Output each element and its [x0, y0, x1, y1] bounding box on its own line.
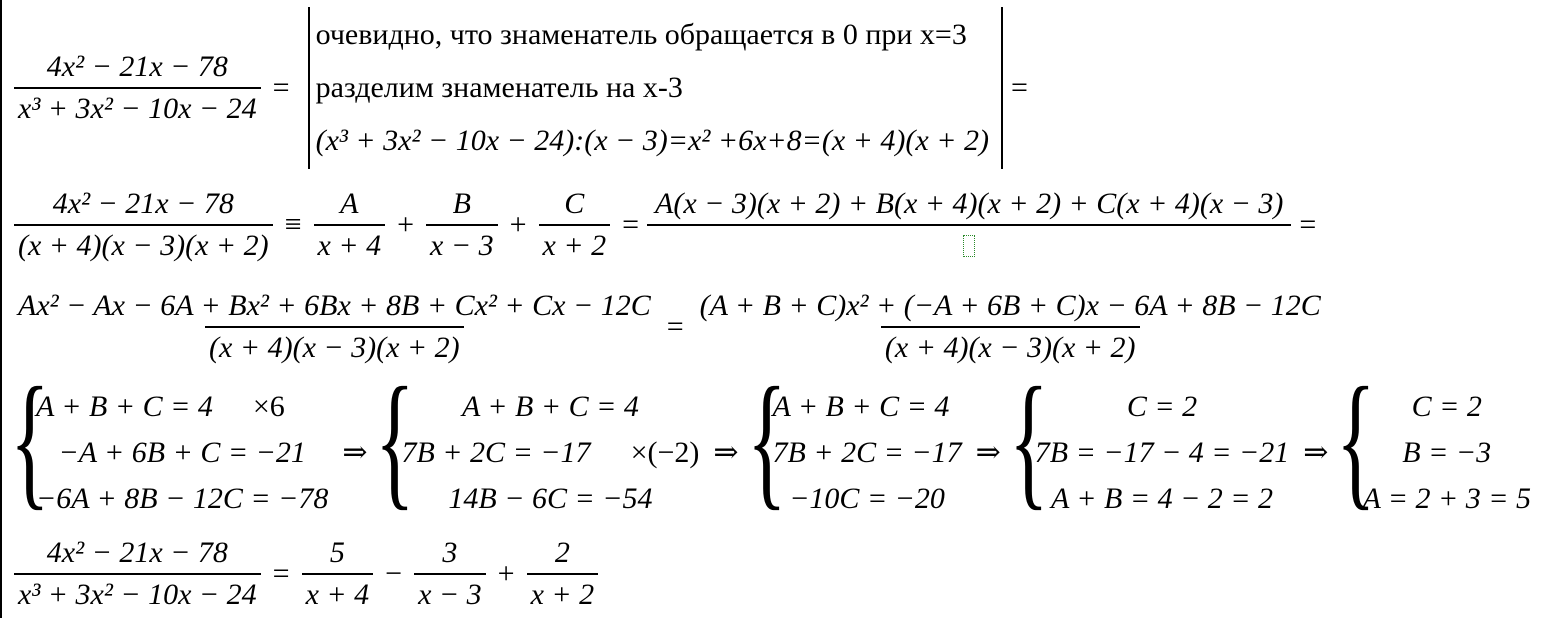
note-line-2: разделим знаменатель на x-3	[315, 71, 683, 104]
fraction-factored	[14, 187, 273, 263]
note-box	[308, 7, 1003, 169]
fraction-original	[14, 50, 261, 126]
fraction-c	[539, 187, 611, 263]
denominator: x + 2	[539, 224, 611, 263]
denominator: x + 4	[314, 224, 386, 263]
system-1-line-3: −6A + 8B − 12C = −78	[36, 481, 329, 515]
numerator: 4x² − 21x − 78	[46, 50, 228, 83]
row-3: $\frac{\text{Ax² − Ax − 6A + Bx² + 6Bx + 8B + Cx² + Cx − 12C}}{(x + 4)(x - 3)(x + 2)}$ = $\frac{\text{(A + B + C)x² + (−A + 6B + C)x − 6A + 8B − 12C}}{(x + 4)(x - 3)(x + 2)}$	[10, 282, 1329, 372]
note-line-3: (x³ + 3x² − 10x − 24):(x − 3)=x² +6x+8=(x + 4)(x + 2)	[315, 124, 989, 157]
system-4	[1008, 356, 1290, 523]
numerator: Ax² − Ax − 6A + Bx² + 6Bx + 8B + Cx² + Cx − 12C	[18, 289, 651, 322]
numerator: A(x − 3)(x + 2) + B(x + 4)(x + 2) + C(x + 4)(x − 3)	[655, 187, 1284, 220]
system-1	[10, 356, 329, 523]
system-5	[1336, 356, 1531, 523]
numerator: C	[564, 187, 585, 220]
system-2	[375, 356, 700, 523]
denominator: (x + 4)(x − 3)(x + 2)	[881, 326, 1140, 365]
brace-icon: {	[375, 356, 416, 523]
brace-icon: {	[10, 356, 50, 523]
system-4-line-2: 7B = −17 − 4 = −21	[1034, 435, 1290, 469]
note-line-1: очевидно, что знаменатель обращается в 0 при x=3	[315, 18, 967, 51]
fraction-expanded	[14, 289, 655, 365]
numerator: 5	[329, 536, 345, 569]
numerator: 3	[442, 536, 458, 569]
denominator: x − 3	[414, 573, 486, 612]
system-4-line-3: A + B = 4 − 2 = 2	[1050, 481, 1274, 515]
brace-icon: {	[1008, 356, 1049, 523]
numerator: 4x² − 21x − 78	[52, 187, 234, 220]
brace-icon: {	[1336, 356, 1377, 523]
system-3-line-3: −10C = −20	[789, 481, 945, 515]
implies-arrow: ⇒	[342, 436, 368, 469]
denominator: x + 4	[302, 573, 374, 612]
denominator: x³ + 3x² − 10x − 24	[14, 87, 261, 126]
numerator: A	[340, 187, 359, 220]
system-3-line-1: A + B + C = 4	[772, 389, 950, 423]
implies-arrow: ⇒	[1303, 436, 1329, 469]
fraction-result-b	[414, 536, 486, 612]
numerator: 4x² − 21x − 78	[46, 536, 228, 569]
row-5-result: $\frac{\text{4x² − 21x − 78}}{\text{x³ + 3x² − 10x − 24}}$ = $\frac{5}{x + 4}$ − $\frac{3}{x - 3}$ + $\frac{2}{x + 2}$	[10, 530, 602, 618]
numerator: (A + B + C)x² + (−A + 6B + C)x − 6A + 8B − 12C	[699, 289, 1321, 322]
system-5-line-2: B = −3	[1402, 435, 1492, 469]
fraction-b	[426, 187, 498, 263]
fraction-result-c	[527, 536, 599, 612]
system-4-line-1: C = 2	[1126, 389, 1198, 423]
denominator: x + 2	[527, 573, 599, 612]
system-5-line-1: C = 2	[1411, 389, 1482, 423]
multiplier: ×6	[252, 389, 285, 423]
row-2: $\frac{\text{4x² − 21x − 78}}{(x + 4)(x - 3)(x + 2)}$ ≡ $\frac{A}{x + 4}$ + $\frac{B}{x - 3}$ + $\frac{C}{x + 2}$ = A(x − 3)(x + 2) + B(x + 4)(x + 2) + C(x + 4)(x − 3) =	[10, 180, 1324, 270]
denominator: (x + 4)(x − 3)(x + 2)	[205, 326, 464, 365]
row-1: $\frac{\text{4x² − 21x − 78}}{\text{x³ + 3x² − 10x − 24}}$ = очевидно, что знаменатель обращается в 0 при x=3 разделим знаменатель на x-3 (x³ + 3x² − 10x − 24):(x − 3)=x² +6x+8=(x + 4)(x + 2) =	[10, 8, 1036, 168]
implies-arrow: ⇒	[975, 436, 1001, 469]
system-2-line-2: 7B + 2C = −17 ×(−2)	[401, 435, 700, 469]
numerator: 2	[554, 536, 570, 569]
system-2-line-3: 14B − 6C = −54	[448, 481, 653, 515]
system-3	[746, 356, 962, 523]
empty-placeholder	[963, 235, 975, 257]
page-left-border	[0, 0, 2, 618]
system-1-line-2: −A + 6B + C = −21	[58, 435, 306, 469]
row-4-systems	[10, 356, 1537, 525]
implies-arrow: ⇒	[713, 436, 739, 469]
fraction-combined	[651, 187, 1287, 263]
brace-icon: {	[746, 356, 787, 523]
multiplier: ×(−2)	[630, 435, 700, 469]
denominator	[647, 224, 1291, 263]
fraction-a	[314, 187, 386, 263]
denominator: (x + 4)(x − 3)(x + 2)	[14, 224, 273, 263]
fraction-original-final	[14, 536, 261, 612]
system-5-line-3: A = 2 + 3 = 5	[1362, 481, 1531, 515]
denominator: x³ + 3x² − 10x − 24	[14, 573, 261, 612]
fraction-result-a	[302, 536, 374, 612]
numerator: B	[452, 187, 471, 220]
system-1-line-1: A + B + C = 4 ×6	[36, 389, 285, 423]
system-3-line-2: 7B + 2C = −17	[772, 435, 962, 469]
system-2-line-1: A + B + C = 4	[462, 389, 639, 423]
denominator: x − 3	[426, 224, 498, 263]
fraction-grouped	[696, 289, 1325, 365]
